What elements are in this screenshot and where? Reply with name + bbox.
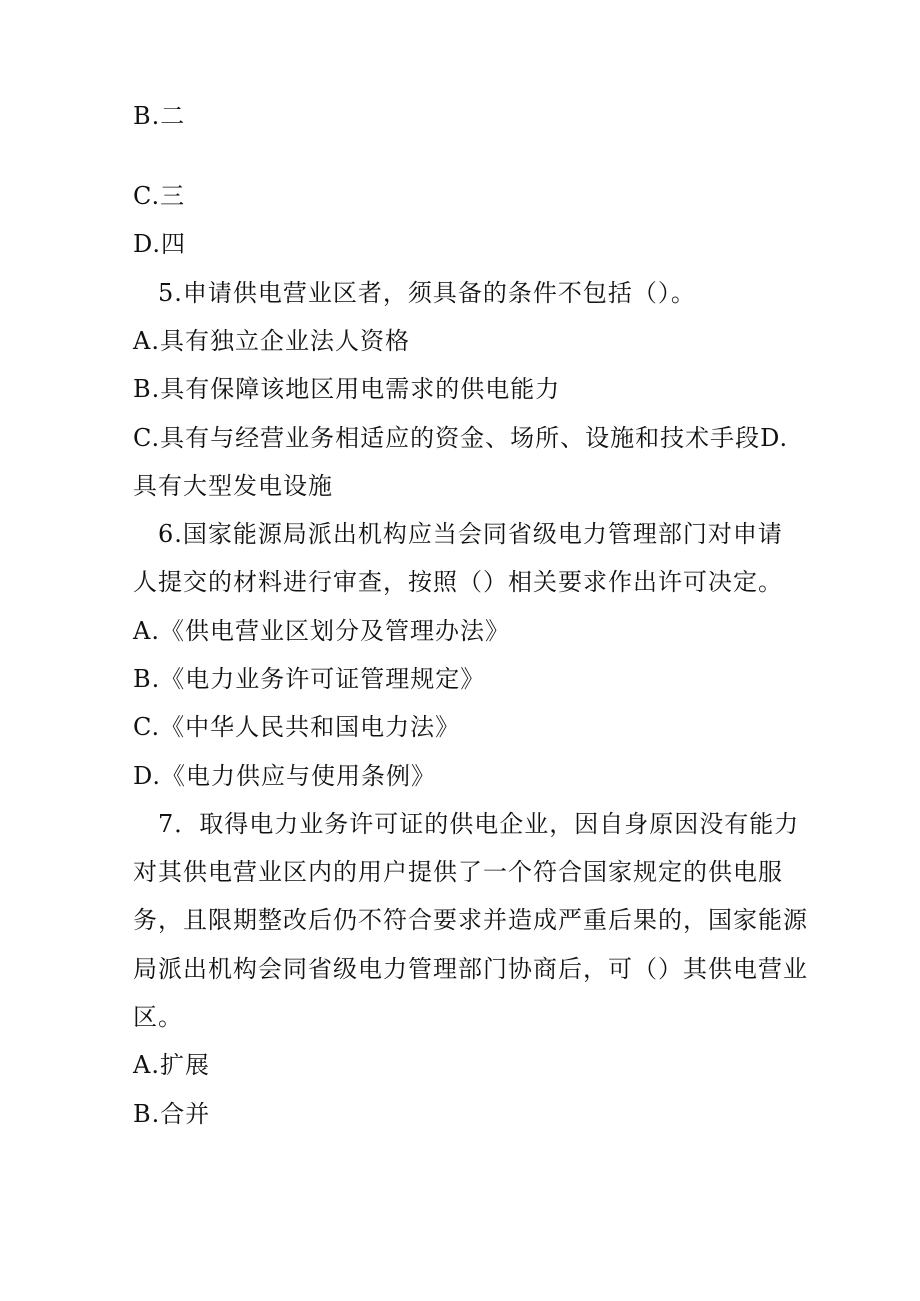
question-7-line-2: 对其供电营业区内的用户提供了一个符合国家规定的供电服 <box>133 858 783 886</box>
option-d-q5: 具有大型发电设施 <box>133 472 333 500</box>
option-b-q4: B.二 <box>133 102 186 130</box>
question-7-line-5: 区。 <box>133 1003 183 1031</box>
question-5: 5.申请供电营业区者，须具备的条件不包括（）。 <box>158 279 696 307</box>
option-b-q5: B.具有保障该地区用电需求的供电能力 <box>133 375 561 403</box>
option-a-q5: A.具有独立企业法人资格 <box>133 327 410 355</box>
question-7-line-1: 7．取得电力业务许可证的供电企业，因自身原因没有能力 <box>158 810 800 838</box>
option-b-q6: B.《电力业务许可证管理规定》 <box>133 665 486 693</box>
question-6-line-2: 人提交的材料进行审查，按照（）相关要求作出许可决定。 <box>133 568 783 596</box>
option-a-q7: A.扩展 <box>133 1051 210 1079</box>
option-a-q6: A.《供电营业区划分及管理办法》 <box>133 617 510 645</box>
option-c-q5: C.具有与经营业务相适应的资金、场所、设施和技术手段D. <box>133 424 789 452</box>
question-7-line-4: 局派出机构会同省级电力管理部门协商后，可（）其供电营业 <box>133 955 808 983</box>
option-d-q4: D.四 <box>133 230 187 258</box>
question-7-line-3: 务，且限期整改后仍不符合要求并造成严重后果的，国家能源 <box>133 906 808 934</box>
option-c-q4: C.三 <box>133 182 186 210</box>
option-d-q6: D.《电力供应与使用条例》 <box>133 762 437 790</box>
question-6-line-1: 6.国家能源局派出机构应当会同省级电力管理部门对申请 <box>158 520 783 548</box>
option-b-q7: B.合并 <box>133 1100 211 1128</box>
option-c-q6: C.《中华人民共和国电力法》 <box>133 713 461 741</box>
